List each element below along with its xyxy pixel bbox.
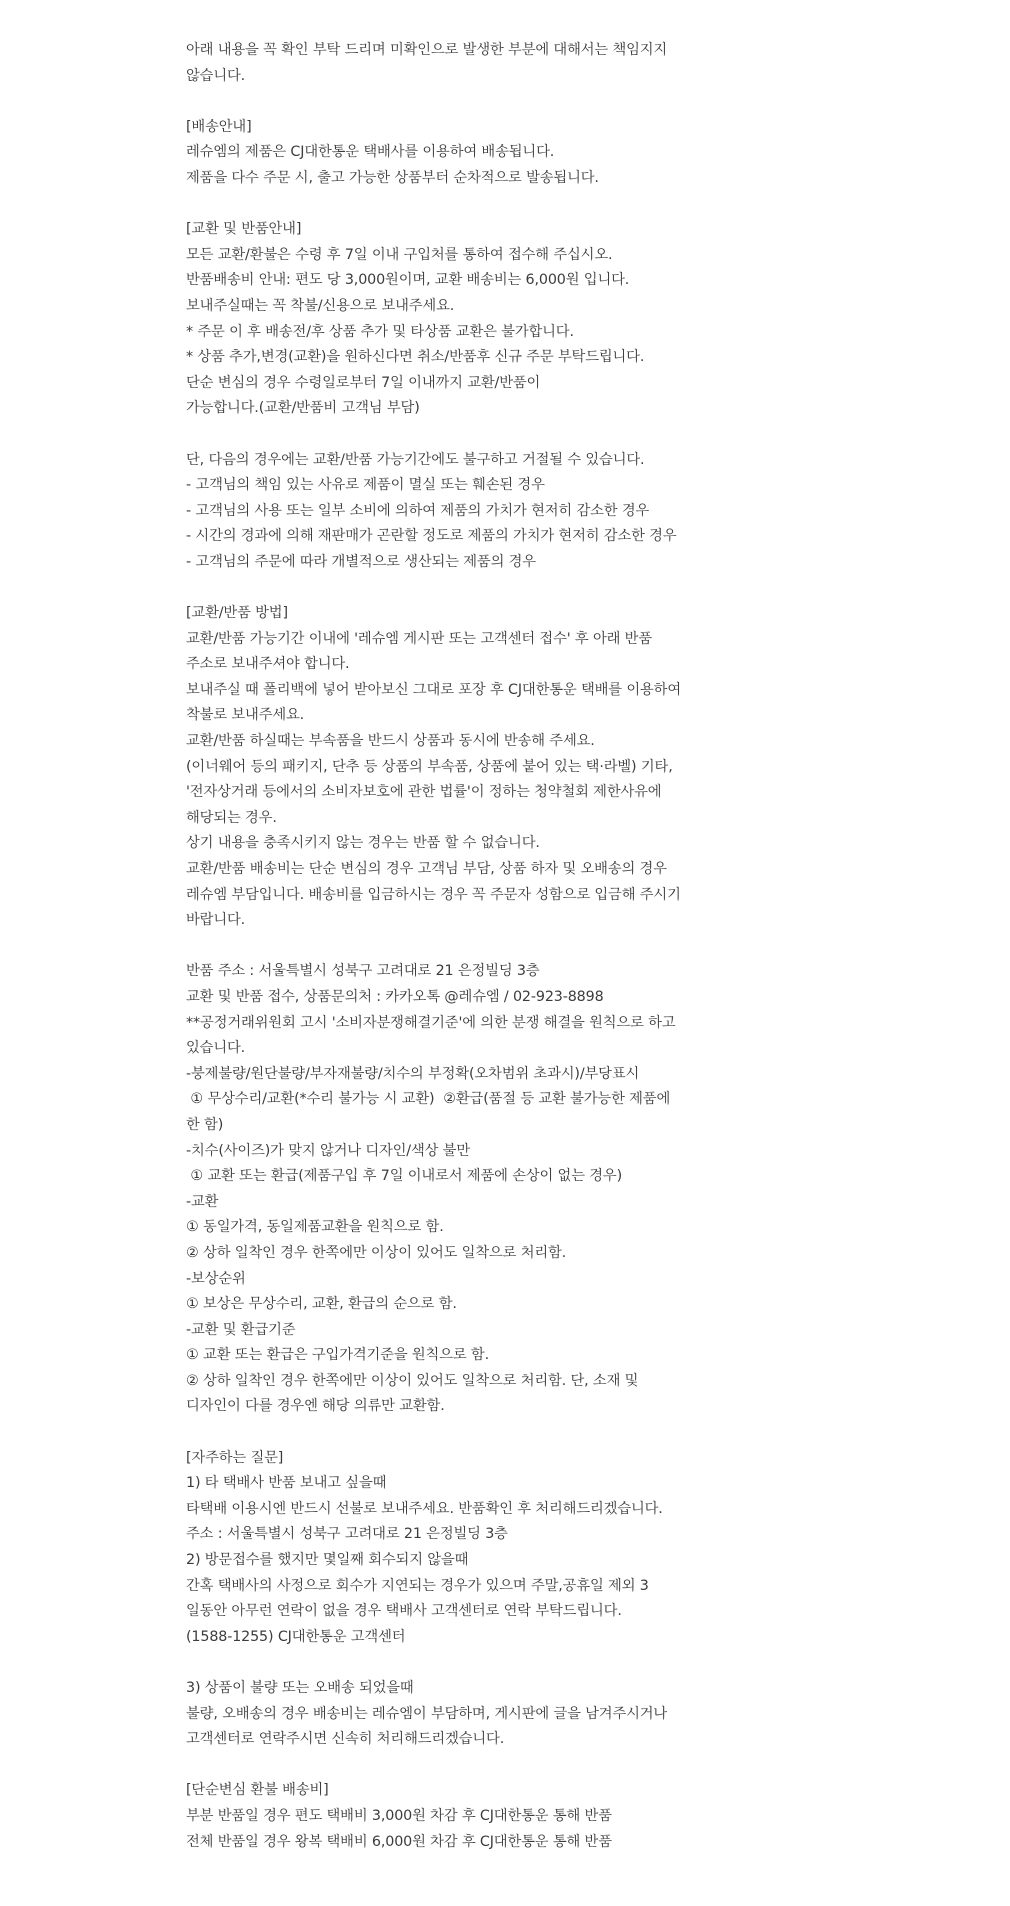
heading-line: [자주하는 질문] [186,1449,284,1466]
text-line: ① 동일가격, 동일제품교환을 원칙으로 함. [186,1219,444,1236]
heading-line: [단순변심 환불 배송비] [186,1782,329,1799]
text-line: 3) 상품이 불량 또는 오배송 되었을때 [186,1680,414,1696]
text-line: ① 교환 또는 환급(제품구입 후 7일 이내로서 제품에 손상이 없는 경우) [186,1168,622,1185]
text-line: 보내주실때는 꼭 착불/신용으로 보내주세요. [186,297,455,314]
text-line: ① 보상은 무상수리, 교환, 환급의 순으로 함. [186,1296,457,1313]
text-line: 일동안 아무런 연락이 없을 경우 택배사 고객센터로 연락 부탁드립니다. [186,1603,622,1620]
text-line: - 고객님의 주문에 따라 개별적으로 생산되는 제품의 경우 [186,553,536,570]
text-line: 보내주실 때 폴리백에 넣어 받아보신 그대로 포장 후 CJ대한통운 택배를 이용하여 [186,681,681,698]
text-line: 반품 주소 : 서울특별시 성북구 고려대로 21 은정빌딩 3층 [186,963,540,980]
text-line: 가능합니다.(교환/반품비 고객님 부담) [186,400,420,417]
text-line: 있습니다. [186,1040,246,1057]
text-line: 아래 내용을 꼭 확인 부탁 드리며 미확인으로 발생한 부분에 대해서는 책임지지 [186,42,668,58]
paragraph-spacer [186,1420,824,1446]
paragraph [186,627,824,934]
text-line: 주소로 보내주셔야 합니다. [186,656,350,673]
text-line: 교환/반품 가능기간 이내에 '레슈엠 게시판 또는 고객센터 접수' 후 아래 반품 [186,630,652,647]
paragraph-spacer [186,422,824,448]
text-line: 단순 변심의 경우 수령일로부터 7일 이내까지 교환/반품이 [186,374,541,391]
section-heading [186,115,824,141]
text-line: -교환 [186,1193,219,1210]
text-line: 고객센터로 연락주시면 신속히 처리해드리겠습니다. [186,1731,505,1748]
text-line: 교환/반품 배송비는 단순 변심의 경우 고객님 부담, 상품 하자 및 오배송의 경우 [186,861,667,877]
text-line: 상기 내용을 충족시키지 않는 경우는 반품 할 수 없습니다. [186,835,540,852]
text-line: 바랍니다. [186,912,246,929]
paragraph-spacer [186,89,824,115]
text-line: - 고객님의 사용 또는 일부 소비에 의하여 제품의 가치가 현저히 감소한 경우 [186,502,650,519]
text-line: -붕제불량/원단불량/부자재불량/치수의 부정확(오차범위 초과시)/부당표시 [186,1065,640,1082]
text-line: '전자상거래 등에서의 소비자보호에 관한 법률'이 정하는 청약철회 제한사유에 [186,784,662,801]
text-line: - 고객님의 책임 있는 사유로 제품이 멸실 또는 훼손된 경우 [186,477,545,494]
section-heading [186,1446,824,1472]
text-line: 전체 반품일 경우 왕복 택배비 6,000원 차감 후 CJ대한통운 통해 반품 [186,1833,612,1850]
text-line: 레슈엠의 제품은 CJ대한통운 택배사를 이용하여 배송됩니다. [186,144,555,161]
section-heading [186,217,824,243]
text-line: - 시간의 경과에 의해 재판매가 곤란할 정도로 제품의 가치가 현저히 감소한 경우 [186,528,677,545]
paragraph [186,243,824,422]
text-line: 제품을 다수 주문 시, 출고 가능한 상품부터 순차적으로 발송됩니다. [186,169,599,186]
text-line: * 주문 이 후 배송전/후 상품 추가 및 타상품 교환은 불가합니다. [186,323,574,340]
paragraph-spacer [186,1650,824,1676]
text-line: -보상순위 [186,1270,246,1287]
paragraph [186,1676,824,1753]
text-line: 레슈엠 부담입니다. 배송비를 입금하시는 경우 꼭 주문자 성함으로 입금해 주시기 [186,886,681,903]
text-line: **공정거래위원회 고시 '소비자분쟁해결기준'에 의한 분쟁 해결을 원칙으로 하고 [186,1014,676,1031]
section-heading [186,601,824,627]
paragraph-spacer [186,575,824,601]
paragraph-spacer [186,934,824,960]
text-line: 간혹 택배사의 사정으로 회수가 지연되는 경우가 있으며 주말,공휴일 제외 3 [186,1577,649,1594]
section-heading [186,1778,824,1804]
text-line: 반품배송비 안내: 편도 당 3,000원이며, 교환 배송비는 6,000원 입니다. [186,272,630,289]
text-line: 1) 타 택배사 반품 보내고 싶을때 [186,1475,387,1492]
paragraph [186,1471,824,1650]
text-line: (1588-1255) CJ대한통운 고객센터 [186,1628,406,1645]
paragraph-spacer [186,192,824,218]
heading-line: [교환 및 반품안내] [186,221,302,238]
paragraph [186,1804,824,1855]
text-line: 한 함) [186,1116,224,1133]
text-line: 주소 : 서울특별시 성북구 고려대로 21 은정빌딩 3층 [186,1526,508,1543]
text-line: ① 무상수리/교환(*수리 불가능 시 교환) ②환급(품절 등 교환 불가능한 제품에 [186,1091,671,1108]
paragraph [186,140,824,191]
paragraph [186,38,824,89]
text-line: * 상품 추가,변경(교환)을 원하신다면 취소/반품후 신규 주문 부탁드립니다. [186,349,645,366]
text-line: 않습니다. [186,67,246,84]
text-line: 2) 방문접수를 했지만 몇일째 회수되지 않을때 [186,1552,469,1569]
heading-line: [배송안내] [186,118,252,135]
text-line: 불량, 오배송의 경우 배송비는 레슈엠이 부담하며, 게시판에 글을 남겨주시거나 [186,1705,668,1722]
text-line: 타택배 이용시엔 반드시 선불로 보내주세요. 반품확인 후 처리해드리겠습니다. [186,1500,663,1517]
text-line: 디자인이 다를 경우엔 해당 의류만 교환함. [186,1398,445,1415]
text-line: 해당되는 경우. [186,809,277,826]
text-line: 모든 교환/환불은 수령 후 7일 이내 구입처를 통하여 접수해 주십시오. [186,246,613,263]
paragraph [186,448,824,576]
paragraph [186,959,824,1420]
document-body [186,38,824,1855]
text-line: -치수(사이즈)가 맞지 않거나 디자인/색상 불만 [186,1142,471,1159]
text-line: 단, 다음의 경우에는 교환/반품 가능기간에도 불구하고 거절될 수 있습니다. [186,451,645,468]
paragraph-spacer [186,1753,824,1779]
text-line: 착불로 보내주세요. [186,707,305,724]
text-line: -교환 및 환급기준 [186,1321,296,1338]
heading-line: [교환/반품 방법] [186,605,288,622]
text-line: ② 상하 일착인 경우 한쪽에만 이상이 있어도 일착으로 처리함. 단, 소재 및 [186,1372,639,1389]
text-line: ② 상하 일착인 경우 한쪽에만 이상이 있어도 일착으로 처리함. [186,1244,567,1261]
text-line: 부분 반품일 경우 편도 택배비 3,000원 차감 후 CJ대한통운 통해 반품 [186,1807,612,1824]
text-line: ① 교환 또는 환급은 구입가격기준을 원칙으로 함. [186,1347,489,1364]
text-line: (이너웨어 등의 패키지, 단추 등 상품의 부속품, 상품에 붙어 있는 택·라벨) 기타, [186,758,673,775]
text-line: 교환/반품 하실때는 부속품을 반드시 상품과 동시에 반송해 주세요. [186,733,595,750]
text-line: 교환 및 반품 접수, 상품문의처 : 카카오톡 @레슈엠 / 02-923-8898 [186,988,604,1005]
